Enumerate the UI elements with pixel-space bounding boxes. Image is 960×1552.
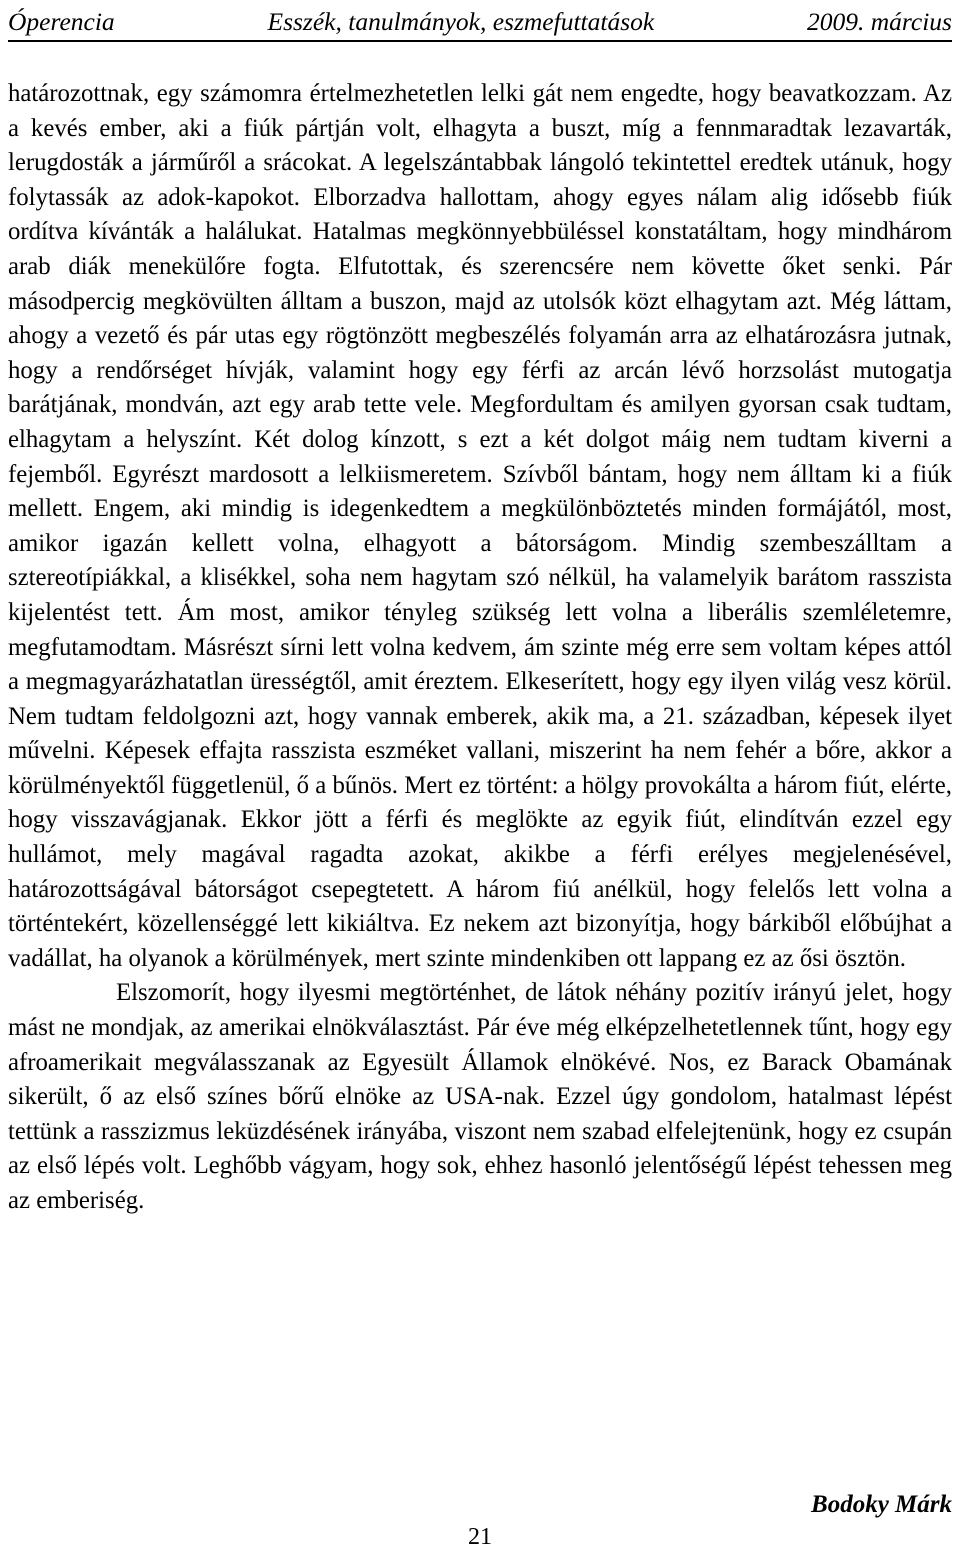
header-section-title: Esszék, tanulmányok, eszmefuttatások [267, 7, 655, 36]
header-journal-title: Óperencia [8, 7, 115, 36]
paragraph-2: Elszomorít, hogy ilyesmi megtörténhet, de látok néhány pozitív irányú jelet, hogy mást ne mondjak, az amerikai elnökválasztást. Pár éve még elképzelhetetlennek tűnt, hogy egy afroamerikait megválasszanak az Egyesült Államok elnökévé. Nos, ez Barack Obamának sikerült, ő az első színes bőrű elnöke az USA-nak. Ezzel úgy gondolom, hatalmast lépést tettünk a rasszizmus leküzdésének irányába, viszont nem szabad elfelejtenünk, hogy ez csupán az első lépés volt. Leghőbb vágyam, hogy sok, ehhez hasonló jelentőségű lépést tehessen meg az emberiség. [8, 979, 952, 1214]
page-number: 21 [468, 1524, 492, 1550]
article-body [8, 77, 952, 1219]
author-signature: Bodoky Márk [811, 1491, 952, 1518]
header-issue-date: 2009. március [807, 7, 952, 36]
paragraph-1: határozottnak, egy számomra értelmezhetetlen lelki gát nem engedte, hogy beavatkozzam. Az a kevés ember, aki a fiúk pártján volt, elhagyta a buszt, míg a fennmaradtak lezavarták, lerugdosták a járműről a srácokat. A legelszántabbak lángoló tekintettel eredtek utánuk, hogy folytassák az adok-kapokot. Elborzadva hallottam, ahogy egyes nálam alig idősebb fiúk ordítva kívánták a halálukat. Hatalmas megkönnyebbüléssel konstatáltam, hogy mindhárom arab diák menekülőre fogta. Elfutottak, és szerencsére nem követte őket senki. Pár másodpercig megkövülten álltam a buszon, majd az utolsók közt elhagytam azt. Még láttam, ahogy a vezető és pár utas egy rögtönzött megbeszélés folyamán arra az elhatározásra jutnak, hogy a rendőrséget hívják, valamint hogy egy férfi az arcán lévő horzsolást mutogatja barátjának, mondván, azt egy arab tette vele. Megfordultam és amilyen gyorsan csak tudtam, elhagytam a helyszínt. Két dolog kínzott, s ezt a két dolgot máig nem tudtam kiverni a fejemből. Egyrészt mardosott a lelkiismeretem. Szívből bántam, hogy nem álltam ki a fiúk mellett. Engem, aki mindig is idegenkedtem a megkülönböztetés minden formájától, most, amikor igazán kellett volna, elhagyott a bátorságom. Mindig szembeszálltam a sztereotípiákkal, a klisékkel, soha nem hagytam szó nélkül, ha valamelyik barátom rasszista kijelentést tett. Ám most, amikor tényleg szükség lett volna a liberális szemléletemre, megfutamodtam. Másrészt sírni lett volna kedvem, ám szinte még erre sem voltam képes attól a megmagyarázhatatlan ürességtől, amit éreztem. Elkeserített, hogy egy ilyen világ vesz körül. Nem tudtam feldolgozni azt, hogy vannak emberek, akik ma, a 21. században, képesek ilyet művelni. Képesek effajta rasszista eszméket vallani, miszerint ha nem fehér a bőre, akkor a körülményektől függetlenül, ő a bűnös. Mert ez történt: a hölgy provokálta a három fiút, elérte, hogy visszavágjanak. Ekkor jött a férfi és meglökte az egyik fiút, elindítván ezzel egy hullámot, mely magával ragadta azokat, akikbe a férfi erélyes megjelenésével, határozottságával bátorságot csepegtetett. A három fiú anélkül, hogy felelős lett volna a történtekért, közellenséggé lett kikiáltva. Ez nekem azt bizonyítja, hogy bárkiből előbújhat a vadállat, ha olyanok a körülmények, mert szinte mindenkiben ott lappang ez az ősi ösztön. [8, 80, 952, 972]
running-header [8, 4, 952, 42]
